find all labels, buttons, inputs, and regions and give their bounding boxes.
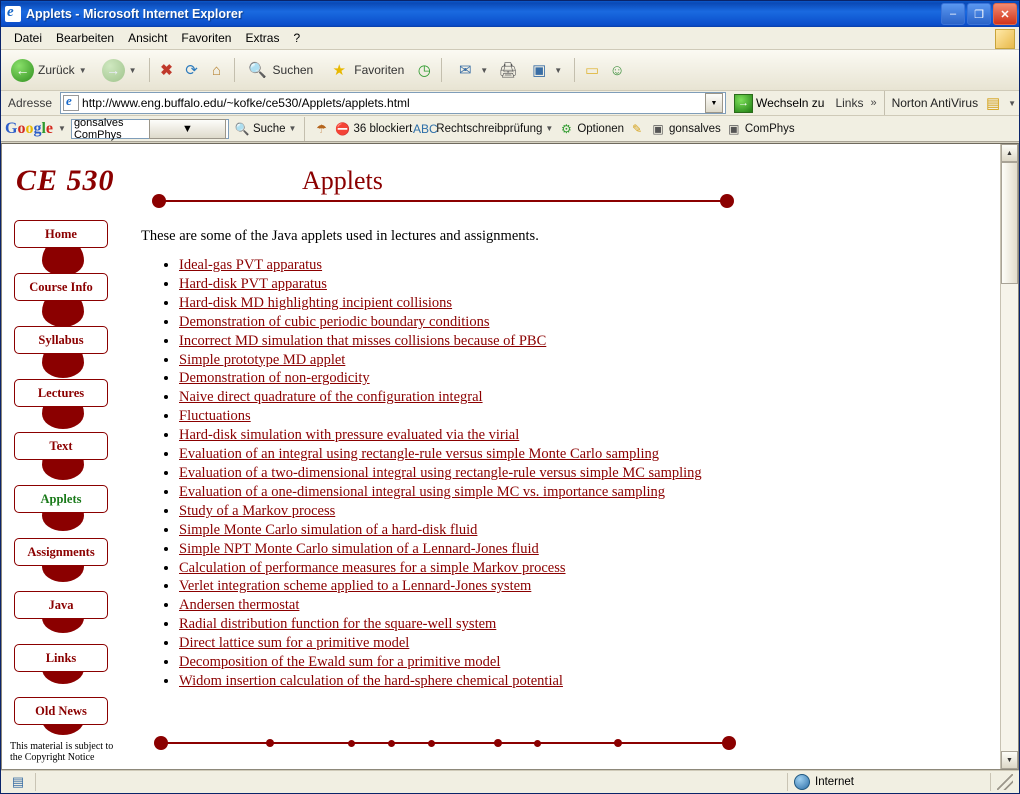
address-bar: [1, 91, 1019, 116]
applet-link-4[interactable]: Incorrect MD simulation that misses collisions because of PBC: [179, 332, 547, 349]
list-item: [179, 577, 702, 596]
address-input[interactable]: [60, 92, 726, 114]
google-toolbar: [1, 116, 1019, 142]
edit-button[interactable]: [522, 51, 568, 89]
back-button-label: Zurück: [38, 63, 75, 77]
term-icon: ▣: [652, 121, 664, 136]
chevron-down-icon[interactable]: ▼: [128, 65, 137, 75]
highlight-icon[interactable]: ✎: [631, 121, 643, 136]
course-code-heading: CE 530: [16, 164, 115, 197]
status-icon-cell: [1, 773, 35, 791]
notes-icon[interactable]: ▭: [585, 62, 600, 79]
search-button-label: Suchen: [272, 63, 314, 77]
address-dropdown-button[interactable]: ▼: [705, 93, 723, 113]
minimize-button[interactable]: –: [941, 3, 965, 25]
footer-rule-dot-7: [614, 739, 622, 747]
applet-link-3[interactable]: Demonstration of cubic periodic boundary conditions: [179, 313, 490, 330]
applet-link-15[interactable]: Simple NPT Monte Carlo simulation of a Lennard-Jones fluid: [179, 540, 539, 557]
norton-antivirus-label: Norton AntiVirus: [891, 96, 979, 110]
footer-rule-dot-8: [722, 736, 736, 750]
scroll-up-button[interactable]: ▲: [1001, 144, 1018, 162]
applet-link-20[interactable]: Direct lattice sum for a primitive model: [179, 635, 410, 652]
nav-button-course-info[interactable]: Course Info: [14, 273, 108, 301]
copyright-notice: This material is subject to the Copyright Notice: [10, 741, 114, 763]
favorites-button-label: Favoriten: [354, 63, 405, 77]
page-favicon: [63, 95, 79, 111]
applet-link-9[interactable]: Hard-disk simulation with pressure evaluated via the virial: [179, 427, 520, 444]
intro-paragraph: These are some of the Java applets used in lectures and assignments.: [141, 228, 539, 244]
blocked-icon: ⛔: [334, 121, 350, 136]
go-button[interactable]: [730, 94, 828, 113]
footer-rule-dot-1: [266, 739, 274, 747]
back-button[interactable]: [5, 51, 93, 89]
footer-rule-dot-2: [348, 740, 355, 747]
applet-link-18[interactable]: Andersen thermostat: [179, 597, 300, 614]
search-button[interactable]: [241, 51, 320, 89]
document-icon: ▤: [11, 774, 25, 789]
address-separator: [884, 91, 885, 115]
header-rule-line: [160, 200, 726, 202]
window-controls: [941, 3, 1017, 25]
popup-blocker-icon[interactable]: ☂: [316, 121, 327, 136]
refresh-icon[interactable]: ⟳: [185, 62, 198, 79]
highlight-term-2-label: ComPhys: [744, 122, 795, 135]
status-message: [35, 773, 787, 791]
toolbar-separator: [441, 58, 442, 82]
google-logo: Google: [5, 119, 54, 137]
list-item: [179, 275, 702, 294]
footer-rule-dot-5: [494, 739, 502, 747]
toolbar-separator: [234, 58, 235, 82]
header-rule-dot-left: [152, 194, 166, 208]
google-separator: [304, 117, 305, 141]
list-item: [179, 294, 702, 313]
title-bar: [1, 1, 1019, 27]
list-item: [179, 653, 702, 672]
search-icon: 🔍: [248, 62, 267, 79]
list-item: [179, 369, 702, 388]
stop-icon[interactable]: ✖: [160, 62, 173, 79]
links-label[interactable]: Links: [835, 96, 864, 110]
nav-button-home[interactable]: Home: [14, 220, 108, 248]
applet-link-5[interactable]: Simple prototype MD applet: [179, 351, 346, 368]
list-item: [179, 559, 702, 578]
print-icon[interactable]: 🖨: [498, 62, 518, 79]
menu-item-bearbeiten[interactable]: Bearbeiten: [56, 31, 115, 45]
footer-rule-dot-0: [154, 736, 168, 750]
nav-button-java[interactable]: Java: [14, 591, 108, 619]
chevron-down-icon[interactable]: ▼: [545, 124, 554, 133]
nav-button-links[interactable]: Links: [14, 644, 108, 672]
chevron-down-icon[interactable]: ▼: [1008, 98, 1016, 108]
footer-rule-dot-4: [428, 740, 435, 747]
spellcheck-icon: ABC: [412, 121, 438, 136]
brand-logo: [995, 29, 1015, 49]
options-button[interactable]: [558, 121, 624, 137]
applet-link-1[interactable]: Hard-disk PVT apparatus: [179, 275, 327, 292]
menu-item-extras[interactable]: Extras: [245, 31, 280, 45]
applet-link-0[interactable]: Ideal-gas PVT apparatus: [179, 257, 323, 273]
menu-item-help[interactable]: ?: [293, 31, 301, 45]
applet-link-6[interactable]: Demonstration of non-ergodicity: [179, 370, 370, 387]
list-item: [179, 445, 702, 464]
menu-item-ansicht[interactable]: Ansicht: [128, 31, 168, 45]
applet-link-22[interactable]: Widom insertion calculation of the hard-sphere chemical potential: [179, 672, 563, 689]
list-item: [179, 483, 702, 502]
list-item: [179, 388, 702, 407]
footer-rule: [154, 736, 736, 750]
list-item: [179, 464, 702, 483]
applet-link-12[interactable]: Evaluation of a one-dimensional integral using simple MC vs. importance sampling: [179, 483, 666, 500]
go-button-label: Wechseln zu: [755, 96, 825, 110]
menu-item-favoriten[interactable]: Favoriten: [181, 31, 232, 45]
scrollbar-track[interactable]: [1001, 162, 1018, 751]
magnifier-icon: 🔍: [234, 121, 250, 136]
mail-icon: ✉: [458, 62, 472, 79]
term-icon: ▣: [728, 121, 740, 136]
applet-link-17[interactable]: Verlet integration scheme applied to a Lennard-Jones system: [179, 578, 532, 595]
blocked-counter[interactable]: [334, 121, 412, 137]
applet-link-16[interactable]: Calculation of performance measures for a simple Markov process: [179, 559, 566, 576]
resize-grip-icon[interactable]: [997, 774, 1013, 790]
blocked-counter-label: 36 blockiert: [353, 122, 413, 135]
list-item: [179, 313, 702, 332]
security-zone-label: Internet: [815, 776, 854, 788]
star-icon: ★: [332, 62, 346, 79]
nav-button-syllabus[interactable]: Syllabus: [14, 326, 108, 354]
list-item: [179, 426, 702, 445]
applet-link-list: [157, 256, 702, 691]
forward-button[interactable]: [96, 51, 143, 89]
chevron-down-icon[interactable]: ▼: [78, 65, 87, 75]
messenger-icon[interactable]: ☺: [609, 61, 625, 79]
back-arrow-icon: ←: [11, 59, 34, 82]
maximize-button[interactable]: ❐: [967, 3, 991, 25]
applet-link-19[interactable]: Radial distribution function for the square-well system: [179, 616, 497, 633]
applet-link-7[interactable]: Naive direct quadrature of the configuration integral: [179, 389, 483, 406]
menu-bar: [1, 27, 1019, 50]
google-search-dropdown[interactable]: ▼: [149, 119, 226, 139]
edit-icon: ▣: [532, 62, 547, 79]
applet-link-11[interactable]: Evaluation of a two-dimensional integral using rectangle-rule versus simple MC sampling: [179, 464, 702, 481]
spellcheck-label: Rechtschreibprüfung: [436, 122, 543, 135]
highlight-term-1-label: gonsalves: [669, 122, 721, 135]
resize-grip-cell[interactable]: [990, 773, 1019, 791]
go-arrow-icon: →: [734, 94, 753, 113]
vertical-scrollbar[interactable]: [1000, 144, 1018, 769]
chevron-down-icon[interactable]: ▼: [288, 124, 297, 133]
applet-link-13[interactable]: Study of a Markov process: [179, 502, 336, 519]
forward-arrow-icon: →: [102, 59, 125, 82]
chevron-down-icon[interactable]: ▼: [480, 65, 489, 75]
close-button[interactable]: ✕: [993, 3, 1017, 25]
scrollbar-thumb[interactable]: [1001, 162, 1018, 284]
nav-button-assignments[interactable]: Assignments: [14, 538, 108, 566]
list-item: [179, 540, 702, 559]
ie-icon: [5, 6, 21, 22]
highlight-term-1[interactable]: [650, 121, 721, 137]
page-viewport: [1, 143, 1019, 770]
footer-rule-dot-6: [534, 740, 541, 747]
norton-icon[interactable]: ▤: [985, 95, 1001, 112]
header-rule: [152, 194, 734, 208]
history-icon[interactable]: ◷: [417, 62, 431, 79]
options-icon: ⚙: [560, 121, 572, 136]
footer-rule-line: [162, 742, 728, 744]
google-search-button[interactable]: [234, 121, 297, 137]
applet-link-14[interactable]: Simple Monte Carlo simulation of a hard-disk fluid: [179, 521, 478, 538]
list-item: [179, 351, 702, 370]
side-navigation: [14, 220, 114, 750]
chevron-down-icon[interactable]: ▼: [554, 65, 563, 75]
list-item: [179, 672, 702, 691]
applet-link-10[interactable]: Evaluation of an integral using rectangle-rule versus simple Monte Carlo sampling: [179, 446, 659, 463]
nav-button-lectures[interactable]: Lectures: [14, 379, 108, 407]
list-item: [179, 634, 702, 653]
applet-link-21[interactable]: Decomposition of the Ewald sum for a primitive model: [179, 654, 501, 671]
links-overflow-icon[interactable]: »: [870, 97, 877, 109]
mail-button[interactable]: [448, 51, 494, 89]
options-label: Optionen: [577, 122, 625, 135]
toolbar: [1, 50, 1019, 91]
list-item: [179, 332, 702, 351]
google-search-button-label: Suche: [252, 122, 286, 135]
address-url-text: http://www.eng.buffalo.edu/~kofke/ce530/Applets/applets.html: [82, 96, 410, 110]
scroll-down-button[interactable]: ▼: [1001, 751, 1018, 769]
toolbar-separator: [574, 58, 575, 82]
menu-item-datei[interactable]: Datei: [14, 31, 43, 45]
page-title: Applets: [302, 166, 383, 195]
web-page-content: [2, 144, 1000, 769]
applet-link-8[interactable]: Fluctuations: [179, 408, 251, 425]
applet-link-2[interactable]: Hard-disk MD highlighting incipient collisions: [179, 294, 453, 311]
highlight-term-2[interactable]: [726, 121, 795, 137]
spellcheck-button[interactable]: [412, 121, 554, 137]
header-rule-dot-right: [720, 194, 734, 208]
list-item: [179, 596, 702, 615]
status-bar: [1, 770, 1019, 793]
list-item: [179, 256, 702, 275]
nav-button-applets[interactable]: Applets: [14, 485, 108, 513]
nav-button-text[interactable]: Text: [14, 432, 108, 460]
google-search-input[interactable]: [71, 116, 229, 141]
list-item: [179, 407, 702, 426]
list-item: [179, 502, 702, 521]
security-zone: [787, 773, 990, 791]
list-item: [179, 615, 702, 634]
chevron-down-icon[interactable]: ▼: [58, 124, 66, 133]
home-icon[interactable]: ⌂: [212, 61, 222, 79]
window-title: Applets - Microsoft Internet Explorer: [26, 7, 243, 21]
list-item: [179, 521, 702, 540]
address-label: Adresse: [8, 96, 53, 110]
globe-icon: [794, 774, 810, 790]
google-search-value: gonsalves ComPhys: [73, 116, 124, 141]
footer-rule-dot-3: [388, 740, 395, 747]
toolbar-separator: [149, 58, 150, 82]
nav-button-old-news[interactable]: Old News: [14, 697, 108, 725]
favorites-button[interactable]: [322, 51, 410, 89]
